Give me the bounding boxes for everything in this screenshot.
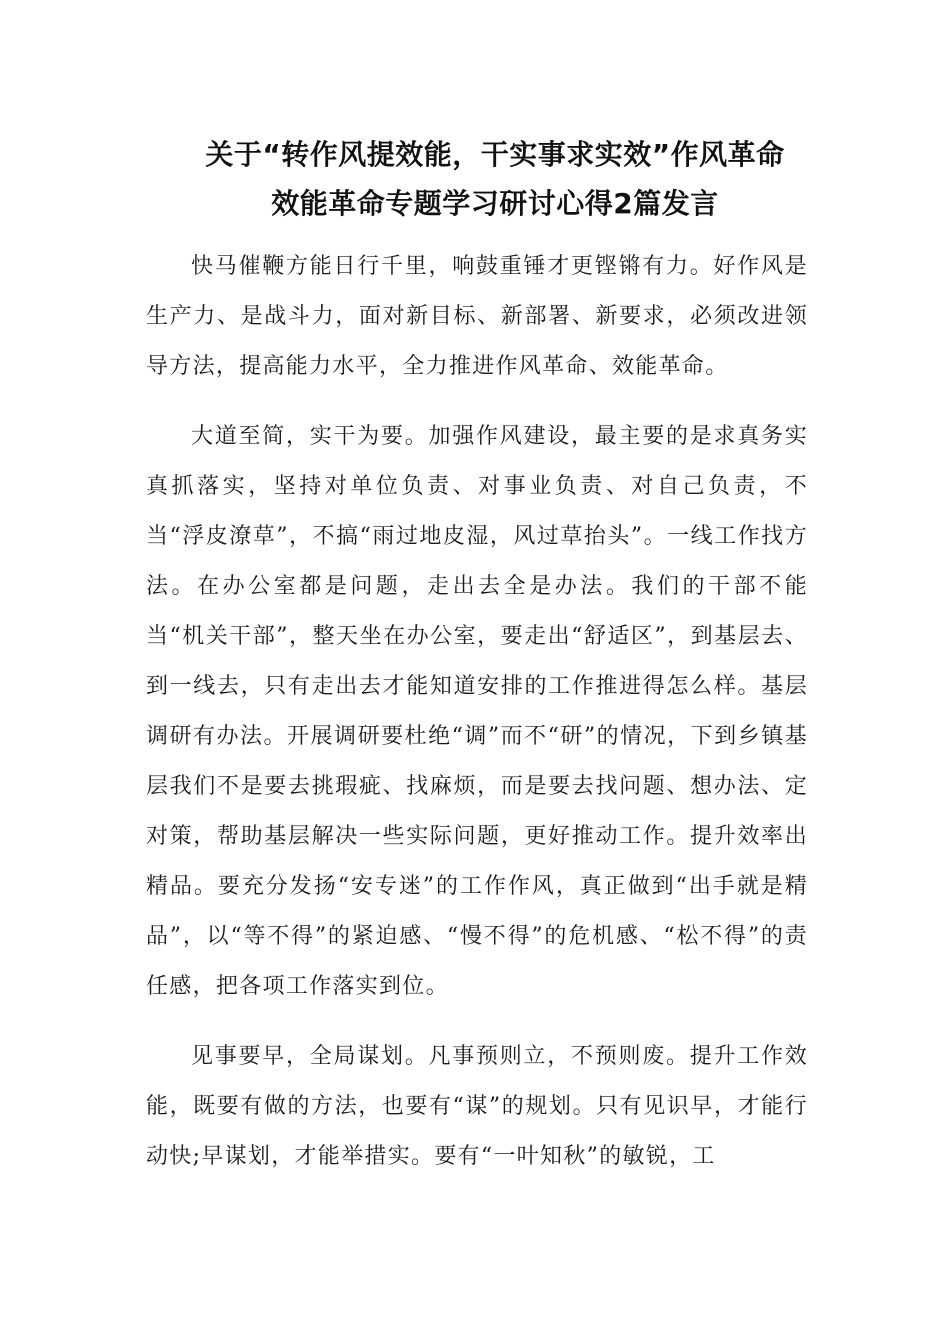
paragraph-2: 大道至简，实干为要。加强作风建设，最主要的是求真务实真抓落实，坚持对单位负责、对事业负责、对自己负责，不当“浮皮潦草”，不搞“雨过地皮湿，风过草抬头”。一线工作找方法。在办公室都是问题，走出去全是办法。我们的干部不能当“机关干部”，整天坐在办公室，要走出“舒适区”，到基层去、到一线去，只有走出去才能知道安排的工作推进得怎么样。基层调研有办法。开展调研要杜绝“调”而不“研”的情况，下到乡镇基层我们不是要去挑瑕疵、找麻烦，而是要去找问题、想办法、定对策，帮助基层解决一些实际问题，更好推动工作。提升效率出精品。要充分发扬“安专迷”的工作作风，真正做到“出手就是精品”，以“等不得”的紧迫感、“慢不得”的危机感、“松不得”的责任感，把各项工作落实到位。 [146,424,808,999]
document-title-line-1: 关于“转作风提效能，干实事求实效”作风革命 [205,138,785,171]
document-title-line-2: 效能革命专题学习研讨心得2篇发言 [271,187,719,220]
paragraph-1: 快马催鞭方能日行千里，响鼓重锤才更铿锵有力。好作风是生产力、是战斗力，面对新目标、新部署、新要求，必须改进领导方法，提高能力水平，全力推进作风革命、效能革命。 [146,254,808,379]
document-body [146,242,808,1202]
paragraph-3: 见事要早，全局谋划。凡事预则立，不预则废。提升工作效能，既要有做的方法，也要有“谋”的规划。只有见识早，才能行动快;早谋划，才能举措实。要有“一叶知秋”的敏锐，工 [146,1044,808,1169]
